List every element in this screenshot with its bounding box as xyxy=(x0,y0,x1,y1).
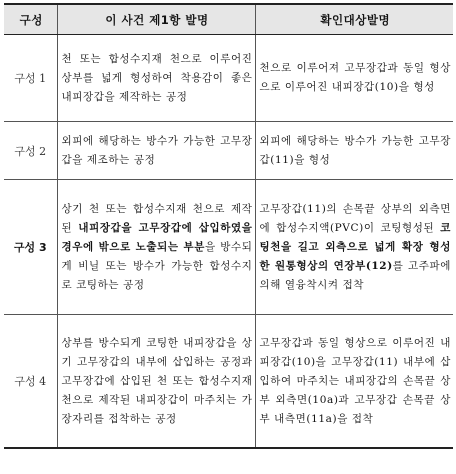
comparison-table xyxy=(4,3,453,449)
target-text: 고무장갑(11)의 손목끝 상부의 외측면에 합성수지액(PVC)이 코팅형성된 xyxy=(259,202,451,234)
header-composition: 구성 xyxy=(4,4,57,35)
invention-emphasis: 내피장갑을 고무장갑에 삽입하였을 경우에 밖으로 노출되는 부분 xyxy=(61,221,253,253)
header-target-invention: 확인대상발명 xyxy=(255,4,453,35)
invention-cell: 상부를 방수되게 코팅한 내피장갑을 상기 고무장갑의 내부에 삽입하는 공정과 고무장갑에 삽입된 천 또는 합성수지재 천으로 제작된 내피장갑이 마주치는 가장자리를 접착하는 공정 xyxy=(57,315,255,449)
header-invention: 이 사건 제1항 발명 xyxy=(57,4,255,35)
target-text: 를 고주파에 의해 열융착시켜 접착 xyxy=(259,259,451,291)
target-cell: 천으로 이루어져 고무장갑과 동일 형상으로 이루어진 내피장갑(10)을 형성 xyxy=(255,35,453,122)
invention-cell: 외피에 해당하는 방수가 가능한 고무장갑을 제조하는 공정 xyxy=(57,122,255,180)
invention-text: 을 방수되게 비닐 또는 방수가 가능한 합성수지로 코팅하는 공정 xyxy=(61,240,253,291)
table-row xyxy=(4,35,453,122)
target-cell: 고무장갑과 동일 형상으로 이루어진 내피장갑(10)을 고무장갑(11) 내부에 삽입하여 마주치는 내피장갑의 손목끝 상부 외측면(10a)과 고무장갑 손목끝 상부 내측면(11a)을 접착 xyxy=(255,315,453,449)
row-label: 구성 1 xyxy=(4,35,57,122)
target-cell xyxy=(255,180,453,315)
row-label: 구성 3 xyxy=(4,180,57,315)
row-label: 구성 2 xyxy=(4,122,57,180)
target-emphasis: 코팅천을 길고 외측으로 넓게 확장 형성한 원통형상의 연장부(12) xyxy=(259,221,451,272)
invention-cell: 천 또는 합성수지재 천으로 이루어진 상부를 넓게 형성하여 착용감이 좋은 내피장갑을 제작하는 공정 xyxy=(57,35,255,122)
table-row xyxy=(4,180,453,315)
row-label: 구성 4 xyxy=(4,315,57,449)
invention-cell xyxy=(57,180,255,315)
invention-text: 상기 천 또는 합성수지재 천으로 제작된 xyxy=(61,202,253,234)
target-cell: 외피에 해당하는 방수가 가능한 고무장갑(11)을 형성 xyxy=(255,122,453,180)
table-row xyxy=(4,315,453,449)
table-row xyxy=(4,122,453,180)
header-row xyxy=(4,4,453,35)
